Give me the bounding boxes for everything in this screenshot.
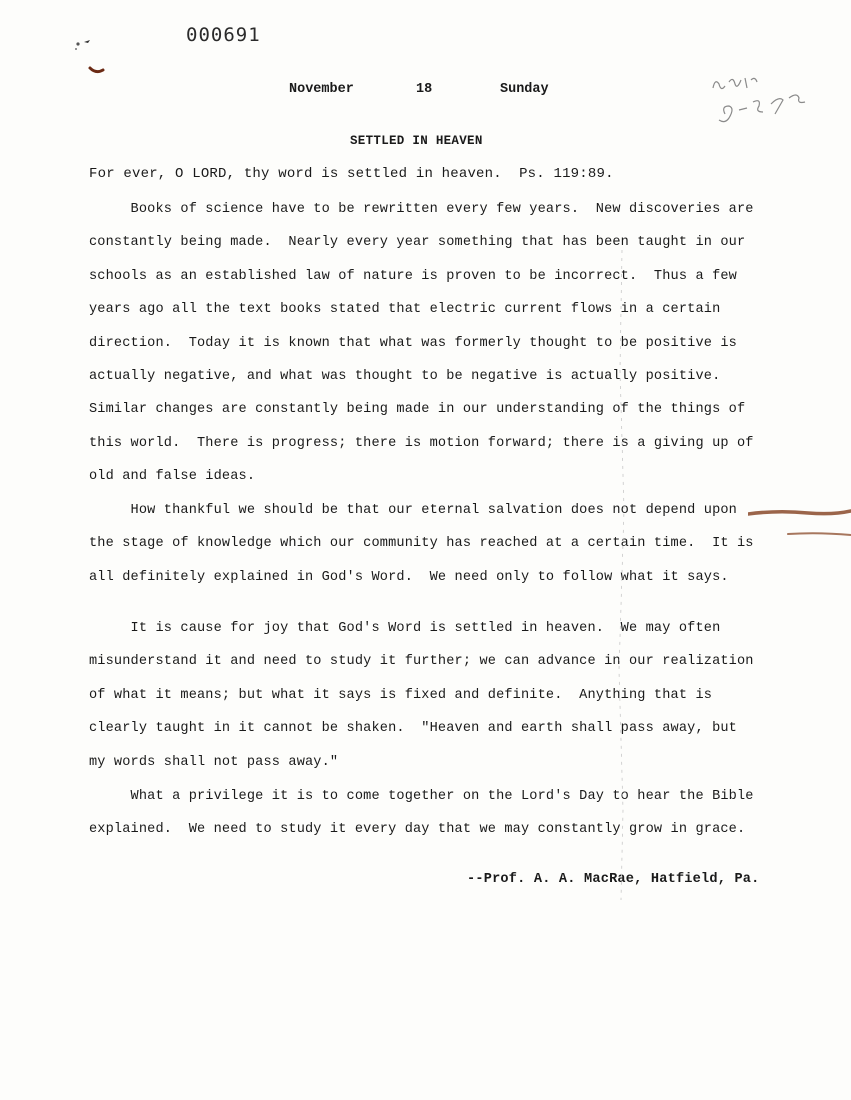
text-line: Books of science have to be rewritten every few years. New discoveries are: [89, 202, 754, 217]
paragraph-1: [89, 193, 769, 494]
text-line: of what it means; but what it says is fixed and definite. Anything that is: [89, 687, 713, 703]
page-title: SETTLED IN HEAVEN: [350, 134, 483, 148]
text-line: years ago all the text books stated that electric current flows in a certain: [89, 302, 721, 318]
text-line: this world. There is progress; there is motion forward; there is a giving up of: [89, 435, 754, 451]
paper-stain: [748, 498, 851, 548]
text-line: It is cause for joy that God's Word is settled in heaven. We may often: [89, 621, 721, 636]
text-line: How thankful we should be that our eternal salvation does not depend upon: [89, 503, 737, 518]
text-line: actually negative, and what was thought to be negative is actually positive.: [89, 369, 721, 385]
text-line: schools as an established law of nature is proven to be incorrect. Thus a few: [89, 268, 737, 284]
text-line: misunderstand it and need to study it further; we can advance in our realization: [89, 654, 754, 670]
text-line: my words shall not pass away.": [89, 754, 339, 770]
paragraph-4: [89, 780, 769, 847]
text-line: constantly being made. Nearly every year something that has been taught in our: [89, 235, 746, 251]
text-line: What a privilege it is to come together on the Lord's Day to hear the Bible: [89, 789, 754, 804]
paragraph-2: [89, 494, 769, 594]
text-line: old and false ideas.: [89, 469, 256, 485]
date-month: November: [289, 82, 354, 97]
text-line: clearly taught in it cannot be shaken. "Heaven and earth shall pass away, but: [89, 721, 737, 737]
date-weekday: Sunday: [500, 82, 549, 97]
document-number-stamp: 000691: [186, 24, 261, 46]
paragraph-3: [89, 612, 769, 779]
date-day: 18: [416, 82, 433, 97]
ink-mark: [72, 36, 112, 86]
paper-crease: [600, 250, 640, 900]
text-line: direction. Today it is known that what was formerly thought to be positive is: [89, 335, 737, 351]
text-line: Similar changes are constantly being made in our understanding of the things of: [89, 402, 746, 418]
text-line: all definitely explained in God's Word. We need only to follow what it says.: [89, 569, 729, 585]
handwritten-note: [705, 66, 825, 136]
author-signature-line: --Prof. A. A. MacRae, Hatfield, Pa.: [467, 872, 760, 887]
text-line: the stage of knowledge which our community has reached at a certain time. It is: [89, 536, 754, 552]
scripture-verse: For ever, O LORD, thy word is settled in heaven. Ps. 119:89.: [89, 166, 614, 182]
text-line: explained. We need to study it every day that we may constantly grow in grace.: [89, 822, 746, 838]
